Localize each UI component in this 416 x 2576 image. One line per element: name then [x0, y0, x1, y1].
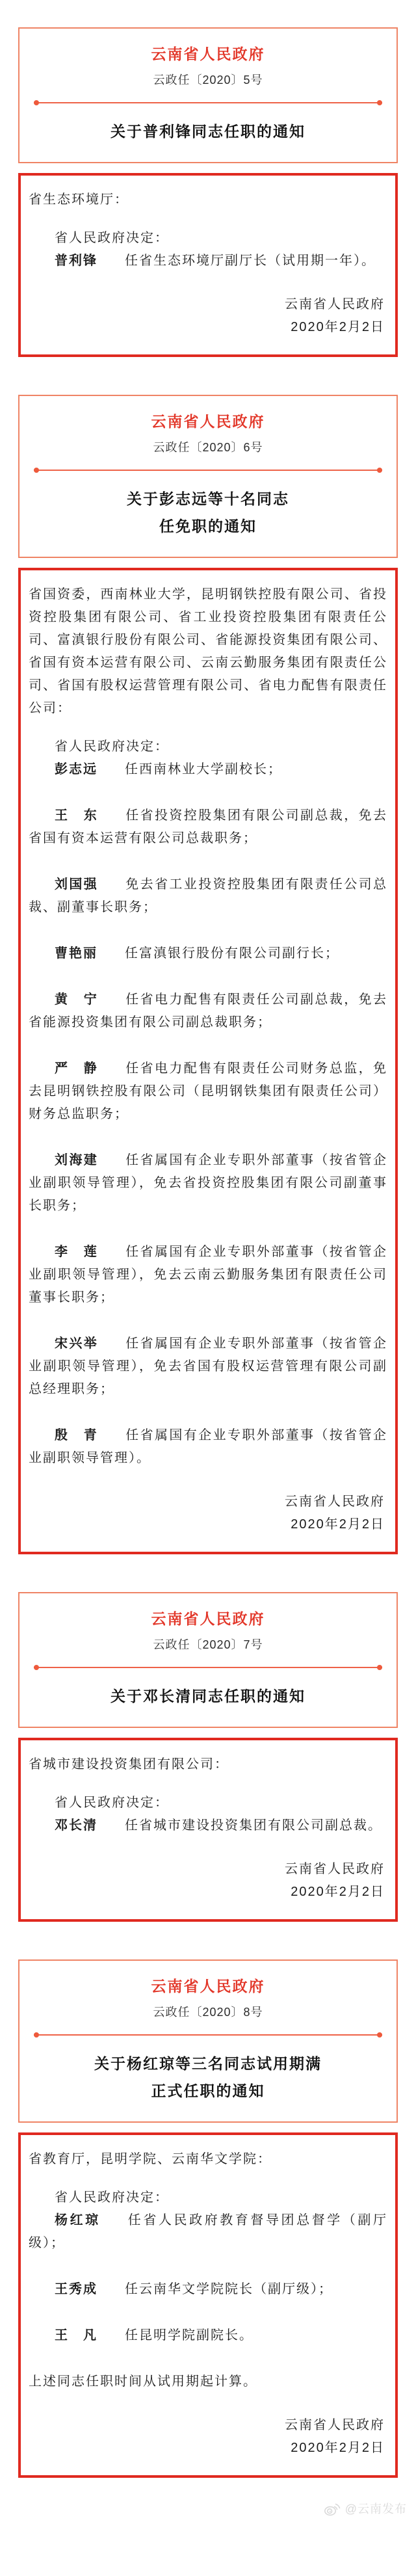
divider-dot-right — [377, 1665, 382, 1670]
person-name: 邓长清 — [55, 1818, 98, 1833]
signature-org: 云南省人民政府 — [285, 1862, 385, 1876]
person-name: 王秀成 — [55, 2282, 98, 2296]
appointment-list — [29, 1814, 387, 1837]
divider-dot-left — [34, 100, 39, 105]
issuing-org: 云南省人民政府 — [151, 46, 265, 62]
notice-header — [18, 27, 398, 163]
notice-header — [18, 1592, 398, 1728]
notice-title — [31, 1682, 385, 1710]
appointment-entry — [29, 758, 387, 781]
document-number: 云政任〔2020〕7号 — [153, 1638, 263, 1651]
addressee-line: 省教育厅，昆明学院、云南华文学院： — [29, 2152, 272, 2166]
appointment-text: 任富滇银行股份有限公司副行长； — [125, 946, 339, 961]
decision-label: 省人民政府决定： — [55, 739, 169, 754]
appointment-text: 任省投资控股集团有限公司副总裁，免去省国有资本运营有限公司总裁职务； — [29, 808, 388, 845]
decision-label: 省人民政府决定： — [55, 231, 169, 245]
signature-org: 云南省人民政府 — [285, 1494, 385, 1509]
appointment-entry — [29, 1149, 387, 1217]
document-number: 云政任〔2020〕8号 — [153, 2006, 263, 2019]
appointment-entry — [29, 942, 387, 965]
issuing-org: 云南省人民政府 — [151, 1610, 265, 1627]
appointment-text: 任省属国有企业专职外部董事（按省管企业副职领导管理），免去云南云勤服务集团有限责任公司董事长职务； — [29, 1245, 388, 1305]
notice-title-line: 关于彭志远等十名同志 — [127, 490, 289, 507]
notice-card — [18, 1959, 398, 2478]
addressee-line: 省生态环境厅： — [29, 193, 129, 207]
appointment-entry — [29, 2209, 387, 2255]
header-divider — [34, 1667, 382, 1668]
signature-block — [29, 1491, 387, 1536]
addressee-line: 省国资委，西南林业大学，昆明钢铁控股有限公司、省投资控股集团有限公司、省工业投资控股集团有限责任公司、富滇银行股份有限公司、省能源投资集团有限公司、省国有资本运营有限公司、云南云勤服务集团有限责任公司、省国有股权运营管理有限公司、省电力配售有限责任公司： — [29, 587, 387, 715]
appointment-entry — [29, 1424, 387, 1470]
notice-title-line: 关于邓长清同志任职的通知 — [110, 1688, 306, 1705]
person-name: 宋兴举 — [55, 1336, 99, 1351]
divider-dot-right — [377, 468, 382, 473]
appointment-entry — [29, 804, 387, 850]
signature-date: 2020年2月2日 — [291, 2441, 385, 2455]
appointment-text: 任省电力配售有限责任公司副总裁，免去省能源投资集团有限公司副总裁职务； — [29, 992, 388, 1029]
person-name: 曹艳丽 — [55, 946, 98, 961]
appointment-entry — [29, 873, 387, 919]
appointment-entry — [29, 2324, 387, 2347]
notice-title-line: 关于杨红琼等三名同志试用期满 — [94, 2055, 322, 2072]
signature-date: 2020年2月2日 — [291, 1517, 385, 1532]
appointment-text: 任省生态环境厅副厅长（试用期一年）。 — [125, 254, 376, 268]
appointment-text: 任省人民政府教育督导团总督学（副厅级）； — [29, 2213, 388, 2250]
appointment-text: 任省属国有企业专职外部董事（按省管企业副职领导管理）。 — [29, 1428, 388, 1465]
appointment-text: 任云南华文学院院长（副厅级）； — [125, 2282, 333, 2296]
person-name: 普利锋 — [55, 254, 98, 268]
decision-label: 省人民政府决定： — [55, 2190, 169, 2205]
notices-container — [0, 27, 416, 2478]
notice-header — [18, 1959, 398, 2123]
person-name: 殷 青 — [55, 1428, 99, 1442]
person-name: 刘海建 — [55, 1153, 99, 1167]
appointment-text: 任省城市建设投资集团有限公司副总裁。 — [125, 1818, 382, 1833]
notice-title-line: 任免职的通知 — [159, 518, 257, 535]
signature-date: 2020年2月2日 — [291, 320, 385, 334]
weibo-icon — [324, 2501, 341, 2516]
appointment-text: 任省电力配售有限责任公司财务总监，免去昆明钢铁控股有限公司（昆明钢铁集团有限责任公司）财务总监职务； — [29, 1061, 388, 1121]
appointment-text: 任省属国有企业专职外部董事（按省管企业副职领导管理），免去省国有股权运营管理有限公司副总经理职务； — [29, 1336, 388, 1396]
notice-title-line: 正式任职的通知 — [151, 2082, 265, 2099]
watermark-label: @云南发布 — [344, 2503, 407, 2516]
divider-dot-right — [377, 100, 382, 105]
person-name: 杨红琼 — [55, 2213, 101, 2227]
divider-dot-left — [34, 2032, 39, 2038]
appointment-text: 任省属国有企业专职外部董事（按省管企业副职领导管理），免去省投资控股集团有限公司副董事长职务； — [29, 1153, 388, 1213]
appointment-entry — [29, 2278, 387, 2301]
notice-title — [31, 118, 385, 145]
issuing-org: 云南省人民政府 — [151, 413, 265, 430]
notice-card — [18, 1592, 398, 1922]
header-divider — [34, 102, 382, 103]
appointment-list — [29, 250, 387, 272]
signature-org: 云南省人民政府 — [285, 297, 385, 312]
addressee-line: 省城市建设投资集团有限公司： — [29, 1757, 229, 1772]
signature-org: 云南省人民政府 — [285, 2418, 385, 2432]
divider-dot-left — [34, 1665, 39, 1670]
divider-dot-left — [34, 468, 39, 473]
person-name: 王 凡 — [55, 2328, 98, 2343]
notice-title — [31, 2050, 385, 2105]
appointment-entry — [29, 1057, 387, 1126]
appointment-text: 任昆明学院副院长。 — [125, 2328, 254, 2343]
notice-header — [18, 395, 398, 558]
appointment-entry — [29, 1814, 387, 1837]
notice-body — [18, 1738, 398, 1922]
signature-block — [29, 1858, 387, 1904]
document-number: 云政任〔2020〕6号 — [153, 441, 263, 454]
person-name: 李 莲 — [55, 1245, 99, 1259]
notice-card — [18, 27, 398, 357]
appointment-list — [29, 2209, 387, 2347]
watermark — [0, 2500, 407, 2517]
person-name: 刘国强 — [55, 877, 99, 892]
signature-block — [29, 293, 387, 339]
appointment-list — [29, 758, 387, 1470]
divider-dot-right — [377, 2032, 382, 2038]
person-name: 王 东 — [55, 808, 99, 823]
issuing-org: 云南省人民政府 — [151, 1978, 265, 1995]
header-divider — [34, 470, 382, 471]
appointment-entry — [29, 1241, 387, 1309]
person-name: 黄 宁 — [55, 992, 99, 1007]
document-number: 云政任〔2020〕5号 — [153, 73, 263, 86]
appointment-entry — [29, 250, 387, 272]
signature-block — [29, 2414, 387, 2460]
note-line: 上述同志任职时间从试用期起计算。 — [29, 2374, 257, 2389]
person-name: 严 静 — [55, 1061, 99, 1076]
notice-title — [31, 485, 385, 540]
appointment-text: 免去省工业投资控股集团有限责任公司总裁、副董事长职务； — [29, 877, 388, 914]
decision-label: 省人民政府决定： — [55, 1796, 169, 1810]
appointment-entry — [29, 1333, 387, 1401]
notice-card — [18, 395, 398, 1554]
appointment-entry — [29, 989, 387, 1034]
appointment-text: 任西南林业大学副校长； — [125, 762, 282, 777]
signature-date: 2020年2月2日 — [291, 1885, 385, 1899]
notice-body — [18, 173, 398, 357]
notice-body — [18, 568, 398, 1554]
header-divider — [34, 2034, 382, 2036]
notice-title-line: 关于普利锋同志任职的通知 — [110, 123, 306, 140]
person-name: 彭志远 — [55, 762, 98, 777]
notice-body — [18, 2132, 398, 2478]
